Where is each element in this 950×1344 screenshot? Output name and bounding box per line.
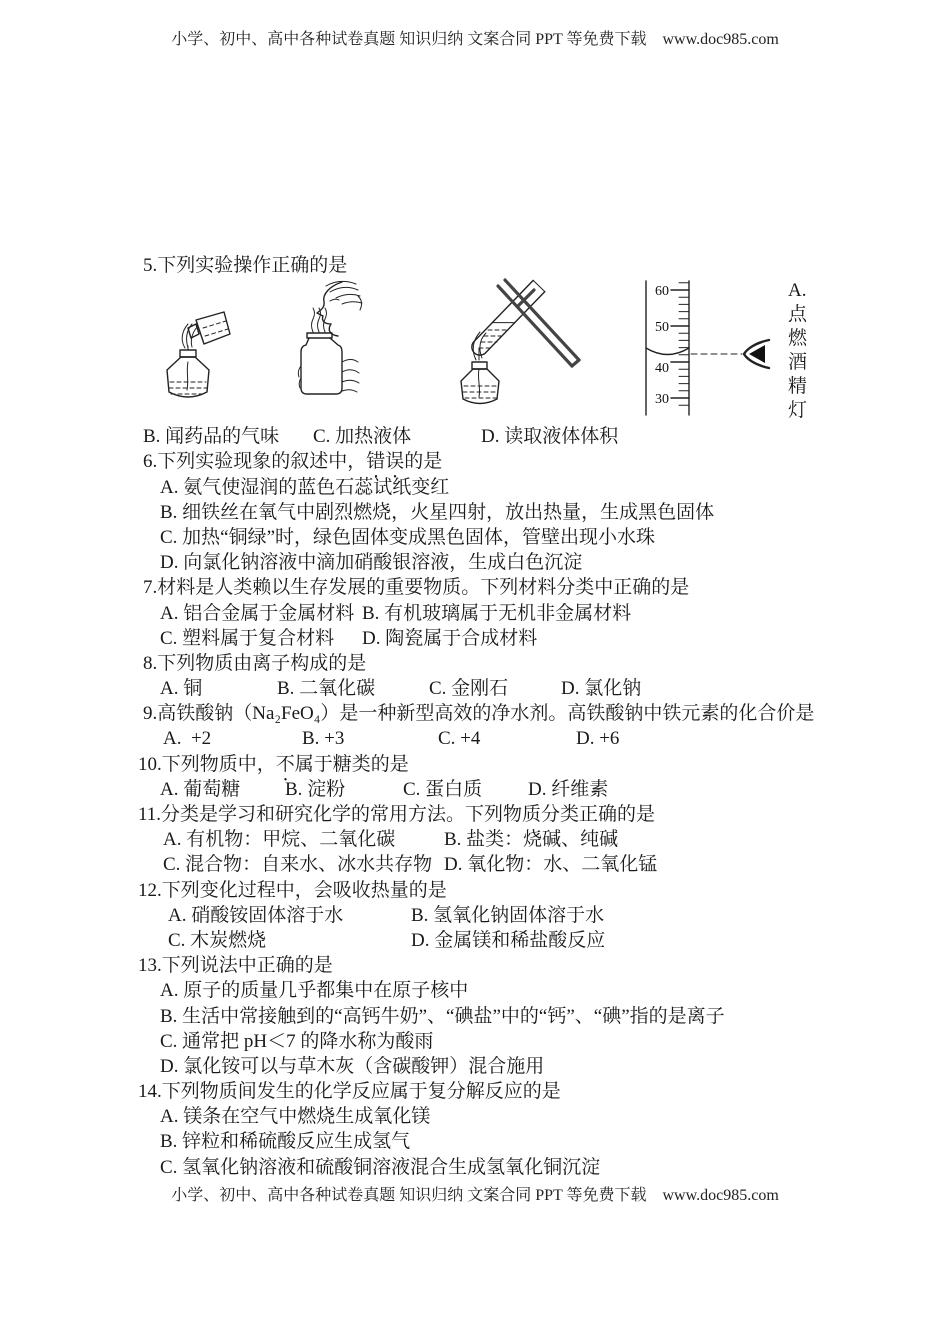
- question-9-option-c: C. +4: [438, 728, 481, 750]
- question-10-text-post: 属于糖类的是: [294, 753, 409, 775]
- question-12-option-d: D. 金属镁和稀盐酸反应: [411, 929, 606, 951]
- question-11-text: 分类是学习和研究化学的常用方法。下列物质分类正确的是: [161, 804, 656, 825]
- question-10-option-b: B. 淀粉: [285, 778, 346, 800]
- footer-note: 小学、初中、高中各种试卷真题 知识归纳 文案合同 PPT 等免费下载 www.doc985.com: [171, 1187, 779, 1204]
- question-12-option-b: B. 氢氧化钠固体溶于水: [411, 904, 605, 926]
- question-8-option-a: A. 铜: [160, 678, 203, 700]
- question-13-option-c: C. 通常把 pH＜7 的降水称为酸雨: [160, 1030, 434, 1052]
- question-12-options-row-1: [143, 903, 843, 928]
- alcohol-lamp-icon: [461, 362, 499, 404]
- question-14-option-b: B. 锌粒和稀硫酸反应生成氢气: [160, 1131, 411, 1153]
- question-14-number: 14.: [138, 1081, 162, 1103]
- question-10-option-a: A. 葡萄糖: [160, 778, 241, 800]
- exam-content: [138, 253, 843, 1180]
- question-12-option-a: A. 硝酸铵固体溶于水: [168, 904, 344, 926]
- question-11-number: 11.: [138, 804, 162, 825]
- option-a-prefix: A.: [788, 280, 807, 302]
- question-7-options-row-1: [143, 601, 843, 626]
- hand-icon: [298, 360, 359, 393]
- question-6-option-c: C. 加热“铜绿”时，绿色固体变成黑色固体，管壁出现小水珠: [160, 526, 656, 548]
- question-10-text-pre: 下列物质中，: [161, 753, 276, 775]
- question-8-option-b: B. 二氧化碳: [277, 678, 376, 700]
- question-11-option-c: C. 混合物：自来水、冰水共存物: [163, 854, 433, 876]
- question-9-stem: [143, 701, 843, 726]
- question-6-number: 6.: [143, 451, 158, 473]
- question-8-number: 8.: [143, 652, 158, 674]
- question-7-options-row-2: [143, 626, 843, 651]
- question-8-option-d: D. 氯化钠: [561, 678, 642, 700]
- question-6-option-b: B. 细铁丝在氧气中剧烈燃烧，火星四射，放出热量，生成黑色固体: [160, 501, 715, 523]
- question-10-stem: [138, 752, 843, 777]
- figure-lighting-alcohol-lamp: [158, 304, 236, 406]
- scale-label-30: 30: [655, 392, 669, 408]
- question-13-option-b: B. 生活中常接触到的“高钙牛奶”、“碘盐”中的“钙”、“碘”指的是离子: [160, 1005, 725, 1027]
- figure-smelling-reagent: [280, 280, 368, 400]
- question-6-text-pre: 下列实验现象的叙述中，: [157, 451, 367, 473]
- question-8-option-c: C. 金刚石: [429, 678, 509, 700]
- question-10-number: 10.: [138, 753, 162, 775]
- question-8-stem: [143, 651, 843, 676]
- question-9-option-b: B. +3: [302, 728, 345, 750]
- question-11-options-row-2: [143, 852, 843, 877]
- graduated-cylinder-icon: [646, 281, 689, 415]
- question-9-options-row: [143, 726, 843, 751]
- question-9-text: 高铁酸钠（Na₂FeO₄）是一种新型高效的净水剂。高铁酸钠中铁元素的化合价是: [157, 703, 815, 725]
- question-6-stem: [143, 449, 843, 474]
- question-14-stem: [138, 1079, 843, 1104]
- question-5-option-c: C. 加热液体: [313, 426, 412, 448]
- question-12-number: 12.: [138, 879, 162, 901]
- question-11-stem: [138, 802, 843, 827]
- meniscus: [646, 348, 689, 355]
- question-10-option-c: C. 蛋白质: [403, 778, 483, 800]
- question-13-number: 13.: [138, 955, 162, 977]
- figure-heating-liquid: [455, 278, 593, 410]
- question-11-option-b: B. 盐类：烧碱、纯碱: [444, 829, 619, 851]
- question-8-options-row: [143, 676, 843, 701]
- reagent-bottle-icon: [301, 333, 342, 394]
- question-7-stem: [143, 575, 843, 600]
- tilted-lamp-icon: [188, 312, 230, 344]
- question-12-stem: [138, 878, 843, 903]
- question-12-option-c: C. 木炭燃烧: [168, 929, 267, 951]
- question-7-text: 材料是人类赖以生存发展的重要物质。下列材料分类中正确的是: [157, 577, 690, 599]
- option-a-text: 点燃酒精灯: [788, 304, 808, 422]
- question-10-option-d: D. 纤维素: [528, 778, 609, 800]
- question-10-text-emphasized: 不: [275, 753, 295, 775]
- question-9-number: 9.: [143, 703, 158, 725]
- question-5-option-b: B. 闻药品的气味: [143, 426, 280, 448]
- question-9-option-d: D. +6: [576, 728, 620, 750]
- question-6-text-emphasized: 错误: [366, 451, 405, 473]
- scale-label-40: 40: [655, 361, 669, 377]
- question-9-option-a: A. +2: [163, 728, 212, 750]
- question-14-text: 下列物质间发生的化学反应属于复分解反应的是: [161, 1081, 561, 1103]
- question-11-options-row-1: [143, 827, 843, 852]
- question-5-figures: [143, 278, 843, 424]
- question-12-options-row-2: [143, 928, 843, 953]
- question-5-option-a-vertical: [788, 279, 810, 423]
- question-7-option-b: B. 有机玻璃属于无机非金属材料: [362, 602, 632, 624]
- question-7-number: 7.: [143, 577, 158, 599]
- question-6-text-post: 的是: [404, 451, 443, 473]
- question-11-option-d: D. 氧化物：水、二氧化锰: [444, 854, 658, 876]
- question-5-option-d: D. 读取液体体积: [481, 426, 619, 448]
- question-14-option-c: C. 氢氧化钠溶液和硫酸铜溶液混合生成氢氧化铜沉淀: [160, 1156, 601, 1178]
- question-13-option-d: D. 氯化铵可以与草木灰（含碳酸钾）混合施用: [160, 1055, 545, 1077]
- scale-label-60: 60: [655, 284, 669, 300]
- question-5-options-row: [143, 424, 843, 449]
- question-13-option-a: A. 原子的质量几乎都集中在原子核中: [160, 980, 469, 1002]
- question-7-option-d: D. 陶瓷属于合成材料: [362, 627, 538, 649]
- question-10-options-row: [143, 777, 843, 802]
- alcohol-lamp-icon: [167, 346, 209, 397]
- question-7-option-a: A. 铝合金属于金属材料: [160, 602, 355, 624]
- question-5-stem: [143, 253, 843, 278]
- question-14-option-a: A. 镁条在空气中燃烧生成氧化镁: [160, 1106, 431, 1128]
- figure-reading-volume: [643, 278, 775, 418]
- header-note: 小学、初中、高中各种试卷真题 知识归纳 文案合同 PPT 等免费下载 www.doc985.com: [171, 31, 779, 48]
- question-13-stem: [138, 953, 843, 978]
- question-12-text: 下列变化过程中，会吸收热量的是: [161, 879, 447, 901]
- question-5-number: 5.: [143, 255, 158, 276]
- question-8-text: 下列物质由离子构成的是: [157, 652, 367, 674]
- eye-icon: [744, 340, 769, 368]
- question-6-option-d: D. 向氯化钠溶液中滴加硝酸银溶液，生成白色沉淀: [160, 552, 583, 574]
- question-6-option-a: A. 氨气使湿润的蓝色石蕊试纸变红: [160, 476, 450, 498]
- question-13-text: 下列说法中正确的是: [161, 955, 333, 977]
- question-5-text: 下列实验操作正确的是: [157, 255, 348, 276]
- question-11-option-a: A. 有机物：甲烷、二氧化碳: [163, 829, 396, 851]
- question-7-option-c: C. 塑料属于复合材料: [160, 627, 335, 649]
- scale-label-50: 50: [655, 320, 669, 336]
